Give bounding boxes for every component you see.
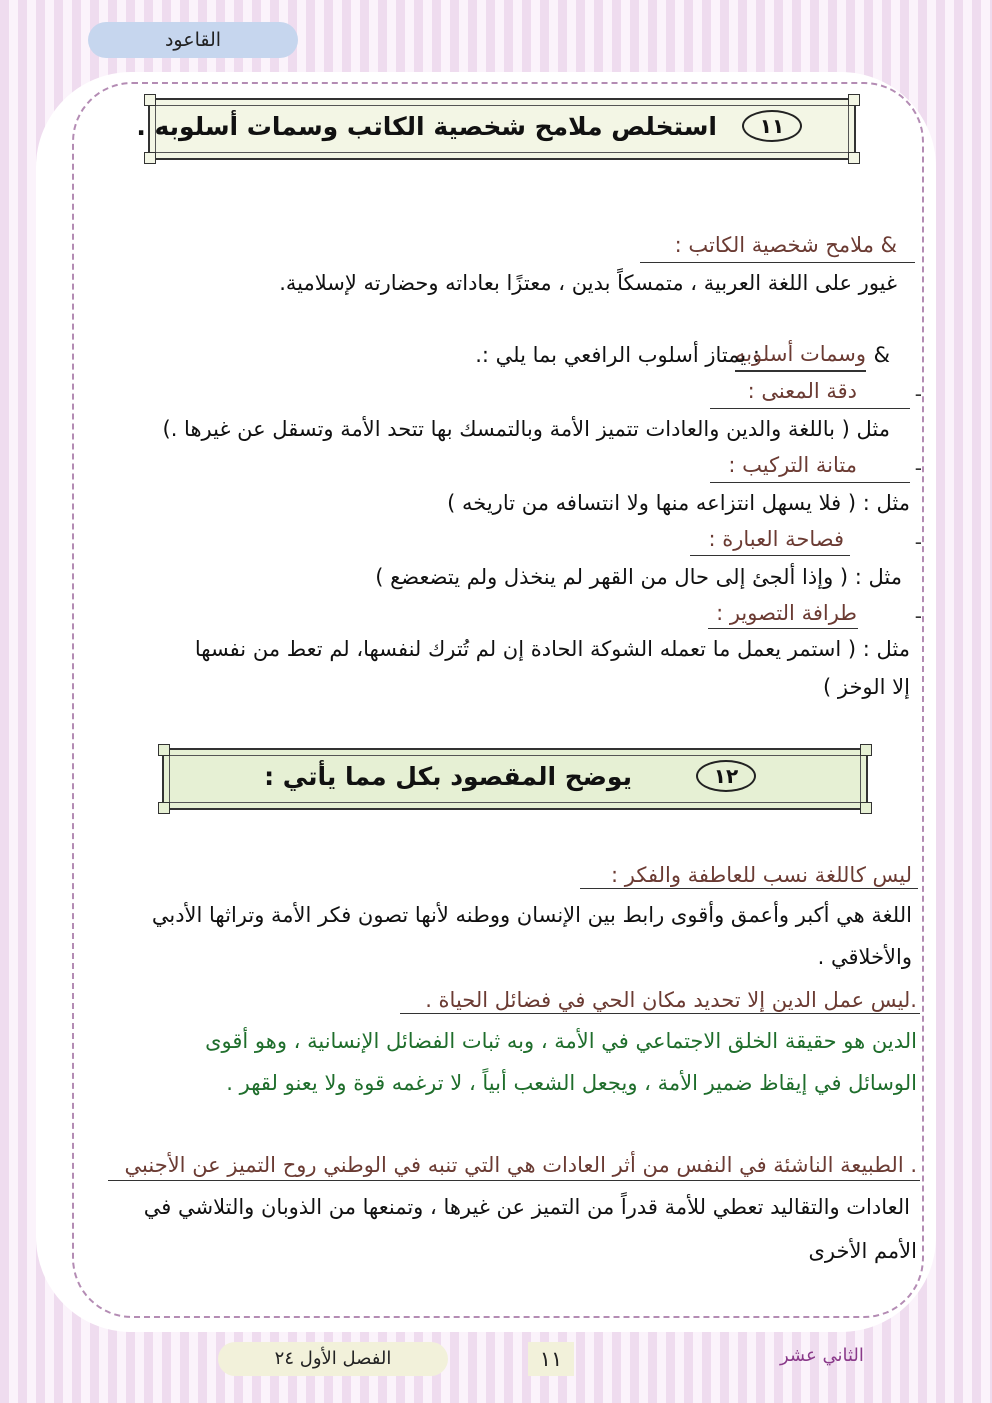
item-1-label: دقة المعنى :	[747, 379, 857, 403]
explanation-2-phrase: .ليس عمل الدين إلا تحديد مكان الحي في فضائل الحياة .	[425, 988, 917, 1012]
footer-term: الفصل الأول ٢٤	[218, 1342, 448, 1376]
item-3-label: فصاحة العبارة :	[708, 527, 844, 551]
item-1-example: مثل ( باللغة والدين والعادات تتميز الأمة وبالتمسك بها تتحد الأمة وتسقل عن غيرها .)	[162, 417, 890, 441]
explanation-3-line-2: الأمم الأخرى	[808, 1239, 917, 1263]
personality-text: غيور على اللغة العربية ، متمسكاً بدين ، معتزًا بعاداته وحضارته لإسلامية.	[279, 271, 897, 295]
style-intro: : يمتاز أسلوب الرافعي بما يلي :.	[475, 343, 760, 367]
header-tab: القاعود	[88, 22, 298, 58]
style-amp: &	[873, 343, 890, 367]
section-11-number: ١١	[742, 110, 802, 142]
dash-1: -	[914, 382, 922, 406]
dash-4: -	[914, 604, 922, 628]
item-3-example: مثل : ( وإذا ألجئ إلى حال من القهر لم ينخذل ولم يتضعضع )	[375, 565, 902, 589]
footer-grade: الثاني عشر	[780, 1345, 864, 1366]
section-12-title: يوضح المقصود بكل مما يأتي :	[264, 762, 632, 791]
explanation-3-phrase: . الطبيعة الناشئة في النفس من أثر العادات هي التي تنبه في الوطني روح التميز عن الأجنبي	[124, 1153, 917, 1177]
explanation-1-phrase: ليس كاللغة نسب للعاطفة والفكر :	[611, 863, 912, 887]
item-2-label: متانة التركيب :	[728, 453, 857, 477]
item-2-example: مثل : ( فلا يسهل انتزاعه منها ولا انتسافه من تاريخه )	[447, 491, 910, 515]
section-11-title: استخلص ملامح شخصية الكاتب وسمات أسلوبه .	[136, 112, 717, 141]
item-4-label: طرافة التصوير :	[716, 601, 857, 625]
explanation-1-line-2: والأخلاقي .	[817, 945, 912, 969]
section-12-number: ١٢	[696, 760, 756, 792]
footer-page-number: ١١	[528, 1342, 574, 1376]
personality-label: & ملامح شخصية الكاتب :	[674, 233, 897, 257]
explanation-3-line-1: العادات والتقاليد تعطي للأمة قدراً من التميز عن غيرها ، وتمنعها من الذوبان والتلاشي في	[143, 1195, 910, 1219]
item-4-example: مثل : ( استمر يعمل ما تعمله الشوكة الحادة إن لم تُترك لنفسها، لم تعط من نفسها	[194, 637, 910, 661]
explanation-1-line-1: اللغة هي أكبر وأعمق وأقوى رابط بين الإنسان ووطنه لأنها تصون فكر الأمة وتراثها الأدبي	[151, 903, 912, 927]
explanation-2-line-2: الوسائل في إيقاظ ضمير الأمة ، ويجعل الشعب أبياً ، لا ترغمه قوة ولا يعنو لقهر .	[226, 1071, 917, 1095]
dash-3: -	[914, 530, 922, 554]
style-label: وسمات أسلوبه	[735, 339, 866, 372]
explanation-2-line-1: الدين هو حقيقة الخلق الاجتماعي في الأمة ، وبه ثبات الفضائل الإنسانية ، وهو أقوى	[205, 1029, 917, 1053]
item-4-example-cont: إلا الوخز )	[822, 675, 910, 699]
dash-2: -	[914, 456, 922, 480]
